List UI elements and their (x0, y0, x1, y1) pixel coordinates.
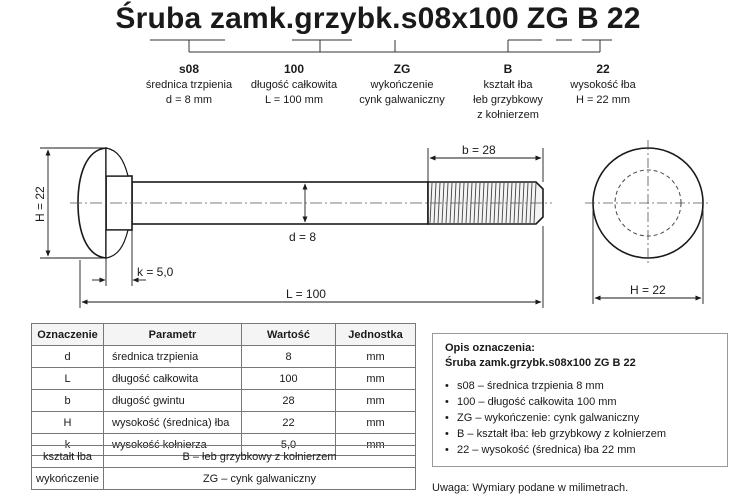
legend-line: wysokość łba (570, 79, 636, 91)
dim-l-label: L = 100 (286, 287, 326, 301)
table-cell: mm (336, 434, 416, 456)
table-cell: H (32, 412, 104, 434)
table-cell: mm (336, 390, 416, 412)
legend-line: cynk galwaniczny (359, 94, 445, 106)
finish-table (31, 445, 416, 490)
description-designation: Śruba zamk.grzybk.s08x100 ZG B 22 (445, 357, 636, 369)
legend-line: z kołnierzem (477, 109, 539, 121)
table-cell: 8 (242, 346, 336, 368)
dim-h-end-label: H = 22 (630, 283, 666, 297)
table-cell: d (32, 346, 104, 368)
legend-line: H = 22 mm (575, 94, 631, 106)
dim-d-label: d = 8 (289, 230, 317, 244)
title-leaders (150, 40, 612, 52)
table-cell: mm (336, 346, 416, 368)
table-cell: B – łeb grzybkowy z kołnierzem (104, 446, 416, 468)
table-row (32, 390, 416, 412)
description-list (433, 378, 666, 458)
bolt-end-view (585, 140, 711, 266)
legend-line: długość całkowita (250, 79, 338, 91)
table-cell: średnica trzpienia (104, 346, 242, 368)
dim-b-label: b = 28 (462, 143, 496, 157)
dim-k-label: k = 5,0 (137, 265, 174, 279)
table-cell: L (32, 368, 104, 390)
list-item: • 100 – długość całkowita 100 mm (457, 394, 666, 410)
table-cell: 100 (242, 368, 336, 390)
table-row (32, 412, 416, 434)
table-cell: wykończenie (32, 468, 104, 490)
legend-code: B (503, 62, 513, 76)
list-item: • 22 – wysokość (średnica) łba 22 mm (457, 442, 666, 458)
table-header-row (32, 324, 416, 346)
table-cell: k (32, 434, 104, 456)
legend-line: średnica trzpienia (145, 79, 233, 91)
legend-item-head-height (538, 62, 668, 108)
list-item: • B – kształt łba: łeb grzybkowy z kołnierzem (457, 426, 666, 442)
designation-description-box (432, 333, 728, 467)
column-header: Jednostka (336, 324, 416, 346)
table-cell: 5,0 (242, 434, 336, 456)
list-item: • s08 – średnica trzpienia 8 mm (457, 378, 666, 394)
column-header: Parametr (104, 324, 242, 346)
table-cell: wysokość kołnierza (104, 434, 242, 456)
title-code-height: 22 (606, 2, 641, 35)
table-cell: wysokość (średnica) łba (104, 412, 242, 434)
list-item: • ZG – wykończenie: cynk galwaniczny (457, 410, 666, 426)
table-row (32, 346, 416, 368)
table-cell: b (32, 390, 104, 412)
designation-title (0, 2, 756, 36)
table-cell: 22 (242, 412, 336, 434)
legend-code: 22 (596, 62, 610, 76)
table-row (32, 446, 416, 468)
parameters-table (31, 323, 416, 456)
description-heading: Opis oznaczenia: (445, 342, 535, 354)
legend-line: kształt łba (483, 79, 533, 91)
table-cell: ZG – cynk galwaniczny (104, 468, 416, 490)
legend-line: łeb grzybkowy (473, 94, 543, 106)
table-cell: mm (336, 368, 416, 390)
legend-code: ZG (393, 62, 411, 76)
table-cell: długość całkowita (104, 368, 242, 390)
legend-code: 100 (283, 62, 305, 76)
table-row (32, 368, 416, 390)
table-cell: 28 (242, 390, 336, 412)
title-code-head: B (576, 2, 599, 35)
column-header: Oznaczenie (32, 324, 104, 346)
legend-line: d = 8 mm (165, 94, 213, 106)
legend-code: s08 (178, 62, 200, 76)
table-cell: długość gwintu (104, 390, 242, 412)
legend-line: wykończenie (370, 79, 434, 91)
units-note: Uwaga: Wymiary podane w milimetrach. (432, 482, 629, 494)
column-header: Wartość (242, 324, 336, 346)
dim-h-side-label: H = 22 (33, 186, 47, 222)
table-cell: kształt łba (32, 446, 104, 468)
title-code-finish: ZG (526, 2, 569, 35)
table-cell: mm (336, 412, 416, 434)
title-prefix: Śruba zamk.grzybk.s08x100 (115, 2, 519, 35)
legend-line: L = 100 mm (265, 94, 323, 106)
table-row (32, 468, 416, 490)
